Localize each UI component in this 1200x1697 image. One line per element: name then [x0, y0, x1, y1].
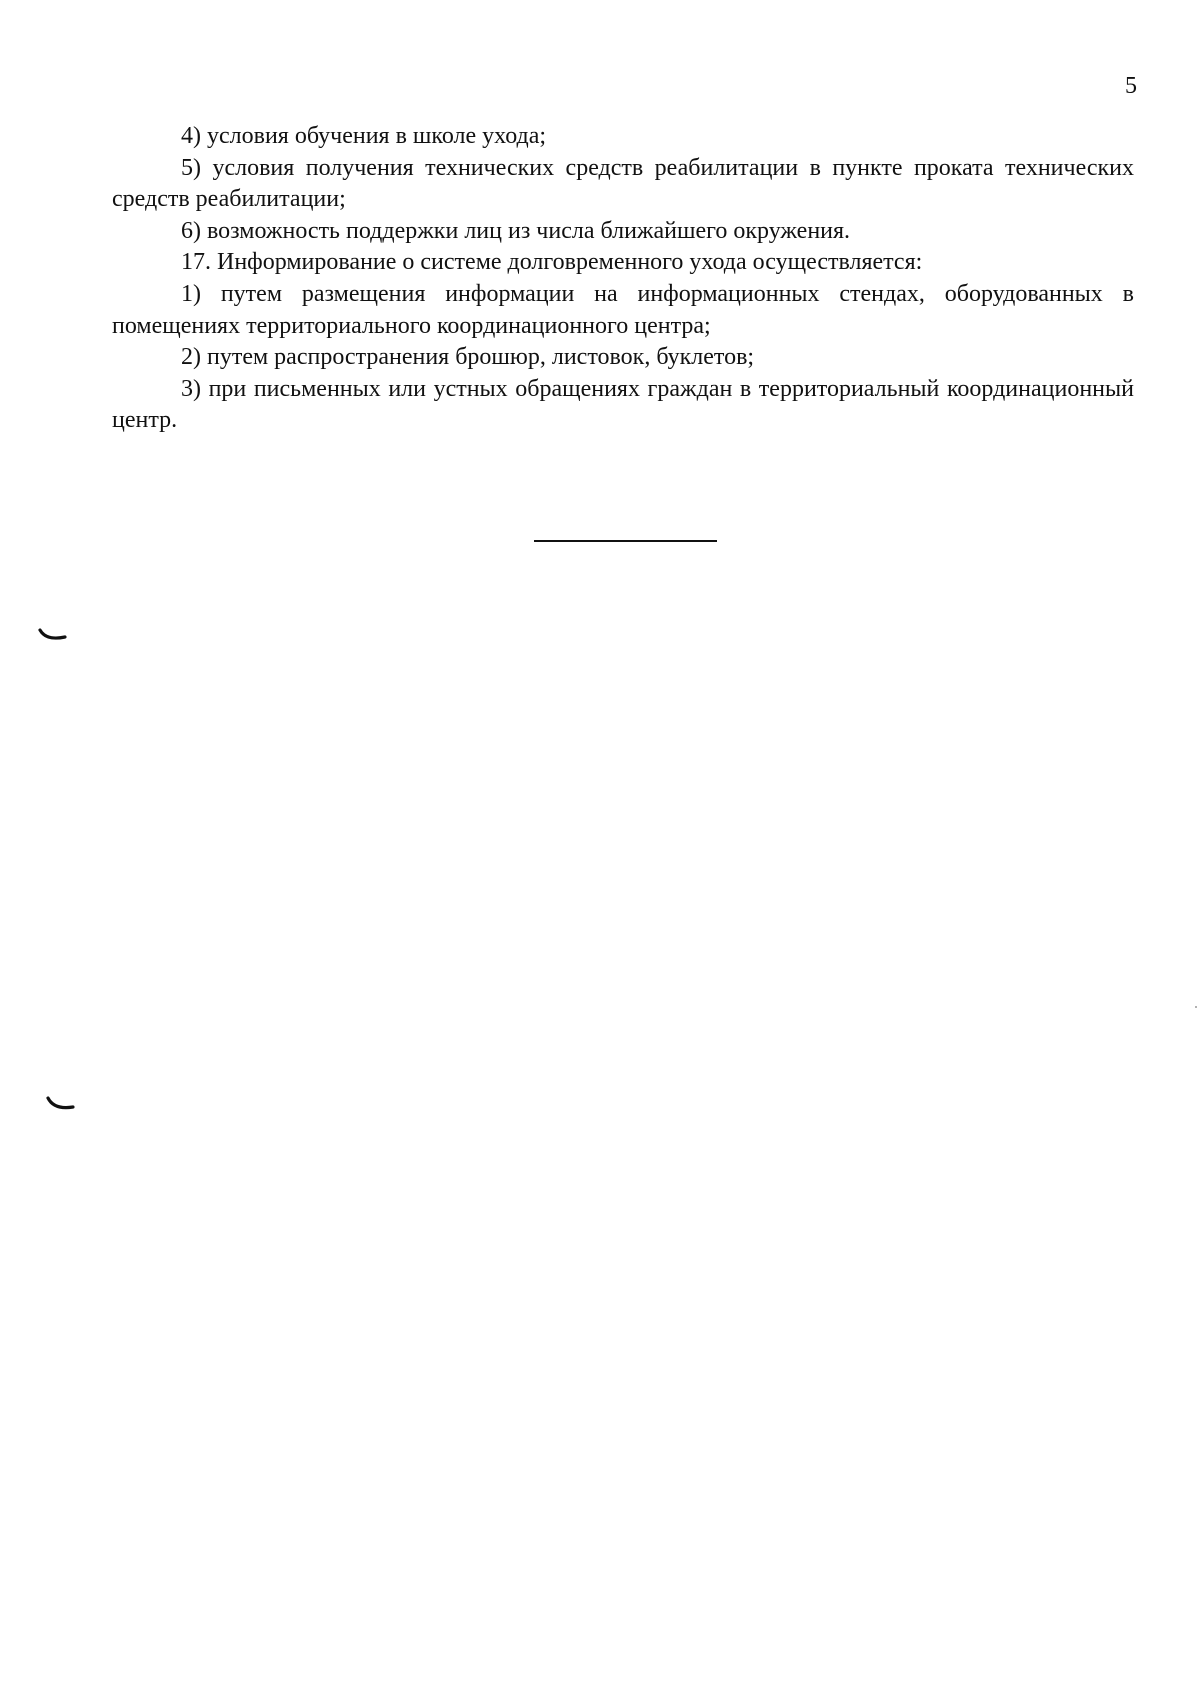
- clause-17-heading: 17. Информирование о системе долговременного ухода осуществляется:: [181, 249, 923, 276]
- list-item-citizen-requests: 3) при письменных или устных обращениях граждан в территориальный координационный центр.: [112, 375, 1134, 434]
- list-item-brochures: 2) путем распространения брошюр, листовок, буклетов;: [181, 344, 755, 371]
- binder-hole-mark-icon: [46, 1096, 76, 1114]
- document-body: [112, 121, 1134, 437]
- list-item-support-close-circle: 6) возможность поддержки лиц из числа ближайшего окружения.: [181, 217, 851, 244]
- list-item-rehab-equipment-rental: 5) условия получения технических средств реабилитации в пункте проката технических средств реабилитации;: [112, 154, 1134, 213]
- scan-speck: [1195, 1006, 1197, 1008]
- list-item-school-training: 4) условия обучения в школе ухода;: [181, 123, 547, 149]
- binder-hole-mark-icon: [38, 628, 68, 644]
- end-of-text-rule: [534, 540, 717, 542]
- page-number: 5: [1125, 73, 1137, 99]
- list-item-info-stands: 1) путем размещения информации на информационных стендах, оборудованных в помещениях территориального координационного центра;: [112, 280, 1134, 339]
